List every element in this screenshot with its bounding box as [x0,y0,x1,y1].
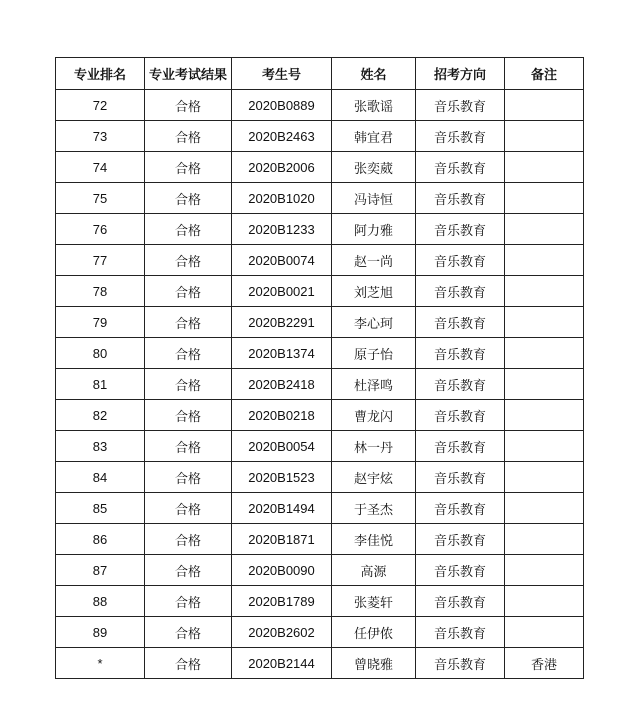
cell-remarks: 香港 [505,648,584,679]
cell-remarks [505,555,584,586]
cell-result: 合格 [145,214,232,245]
cell-direction: 音乐教育 [416,648,505,679]
exam-results-table [55,57,584,679]
header-rank: 专业排名 [56,58,145,90]
cell-result: 合格 [145,276,232,307]
cell-result: 合格 [145,617,232,648]
cell-remarks [505,121,584,152]
cell-rank: 72 [56,90,145,121]
table-row [56,183,584,214]
cell-name: 高源 [332,555,416,586]
cell-direction: 音乐教育 [416,617,505,648]
cell-direction: 音乐教育 [416,493,505,524]
table-row [56,555,584,586]
table-row [56,617,584,648]
cell-result: 合格 [145,307,232,338]
cell-name: 曾晓雅 [332,648,416,679]
cell-result: 合格 [145,338,232,369]
table-row [56,214,584,245]
cell-name: 任伊侬 [332,617,416,648]
cell-result: 合格 [145,400,232,431]
cell-name: 冯诗恒 [332,183,416,214]
table-row [56,524,584,555]
cell-rank: 81 [56,369,145,400]
header-name: 姓名 [332,58,416,90]
cell-remarks [505,524,584,555]
cell-remarks [505,245,584,276]
cell-remarks [505,307,584,338]
cell-candidate-number: 2020B0054 [232,431,332,462]
cell-remarks [505,369,584,400]
table-row [56,121,584,152]
cell-remarks [505,493,584,524]
cell-candidate-number: 2020B2144 [232,648,332,679]
cell-result: 合格 [145,524,232,555]
cell-remarks [505,400,584,431]
cell-result: 合格 [145,90,232,121]
cell-result: 合格 [145,245,232,276]
cell-result: 合格 [145,555,232,586]
cell-result: 合格 [145,648,232,679]
table-row [56,493,584,524]
cell-candidate-number: 2020B2463 [232,121,332,152]
cell-direction: 音乐教育 [416,121,505,152]
cell-remarks [505,617,584,648]
cell-candidate-number: 2020B2418 [232,369,332,400]
cell-result: 合格 [145,493,232,524]
cell-remarks [505,586,584,617]
cell-candidate-number: 2020B0889 [232,90,332,121]
cell-candidate-number: 2020B0218 [232,400,332,431]
cell-direction: 音乐教育 [416,369,505,400]
cell-candidate-number: 2020B1233 [232,214,332,245]
cell-candidate-number: 2020B1374 [232,338,332,369]
cell-remarks [505,431,584,462]
cell-name: 曹龙闪 [332,400,416,431]
cell-result: 合格 [145,462,232,493]
cell-direction: 音乐教育 [416,183,505,214]
cell-name: 张奕葳 [332,152,416,183]
cell-rank: 78 [56,276,145,307]
cell-remarks [505,462,584,493]
cell-direction: 音乐教育 [416,555,505,586]
table-row [56,307,584,338]
cell-direction: 音乐教育 [416,338,505,369]
cell-rank: 77 [56,245,145,276]
cell-name: 杜泽鸣 [332,369,416,400]
cell-remarks [505,276,584,307]
cell-result: 合格 [145,121,232,152]
table-row [56,152,584,183]
cell-rank: 83 [56,431,145,462]
cell-direction: 音乐教育 [416,307,505,338]
cell-candidate-number: 2020B2602 [232,617,332,648]
cell-result: 合格 [145,152,232,183]
cell-direction: 音乐教育 [416,586,505,617]
cell-name: 张歌谣 [332,90,416,121]
cell-name: 李佳悦 [332,524,416,555]
table-body [56,90,584,679]
cell-name: 张菱轩 [332,586,416,617]
cell-candidate-number: 2020B1494 [232,493,332,524]
cell-rank: 74 [56,152,145,183]
cell-rank: 73 [56,121,145,152]
cell-direction: 音乐教育 [416,90,505,121]
cell-rank: 80 [56,338,145,369]
cell-direction: 音乐教育 [416,276,505,307]
cell-rank: 89 [56,617,145,648]
cell-rank: 85 [56,493,145,524]
table-row [56,648,584,679]
cell-direction: 音乐教育 [416,245,505,276]
cell-direction: 音乐教育 [416,400,505,431]
cell-candidate-number: 2020B1020 [232,183,332,214]
cell-remarks [505,183,584,214]
table-row [56,338,584,369]
cell-direction: 音乐教育 [416,214,505,245]
cell-result: 合格 [145,586,232,617]
cell-direction: 音乐教育 [416,462,505,493]
header-direction: 招考方向 [416,58,505,90]
table-row [56,90,584,121]
cell-name: 韩宜君 [332,121,416,152]
table-row [56,586,584,617]
cell-direction: 音乐教育 [416,152,505,183]
cell-rank: 79 [56,307,145,338]
cell-candidate-number: 2020B1523 [232,462,332,493]
table-row [56,462,584,493]
cell-result: 合格 [145,183,232,214]
cell-remarks [505,152,584,183]
cell-candidate-number: 2020B1871 [232,524,332,555]
cell-direction: 音乐教育 [416,524,505,555]
cell-candidate-number: 2020B0074 [232,245,332,276]
header-remarks: 备注 [505,58,584,90]
cell-candidate-number: 2020B2291 [232,307,332,338]
cell-direction: 音乐教育 [416,431,505,462]
cell-name: 原子怡 [332,338,416,369]
cell-rank: 76 [56,214,145,245]
cell-name: 赵宇炫 [332,462,416,493]
cell-rank: 75 [56,183,145,214]
cell-result: 合格 [145,431,232,462]
table-row [56,245,584,276]
cell-remarks [505,90,584,121]
table-header-row [56,58,584,90]
cell-name: 刘芝旭 [332,276,416,307]
table-row [56,369,584,400]
cell-rank: 82 [56,400,145,431]
cell-rank: 88 [56,586,145,617]
cell-result: 合格 [145,369,232,400]
table-row [56,400,584,431]
cell-name: 阿力雅 [332,214,416,245]
cell-candidate-number: 2020B0021 [232,276,332,307]
header-result: 专业考试结果 [145,58,232,90]
cell-remarks [505,214,584,245]
cell-rank: 84 [56,462,145,493]
cell-candidate-number: 2020B0090 [232,555,332,586]
cell-rank: 87 [56,555,145,586]
table-row [56,431,584,462]
cell-name: 林一丹 [332,431,416,462]
cell-candidate-number: 2020B2006 [232,152,332,183]
header-candidate-number: 考生号 [232,58,332,90]
table-row [56,276,584,307]
results-sheet [55,57,583,679]
cell-rank: * [56,648,145,679]
cell-remarks [505,338,584,369]
cell-candidate-number: 2020B1789 [232,586,332,617]
cell-rank: 86 [56,524,145,555]
cell-name: 于圣杰 [332,493,416,524]
cell-name: 赵一尚 [332,245,416,276]
cell-name: 李心珂 [332,307,416,338]
